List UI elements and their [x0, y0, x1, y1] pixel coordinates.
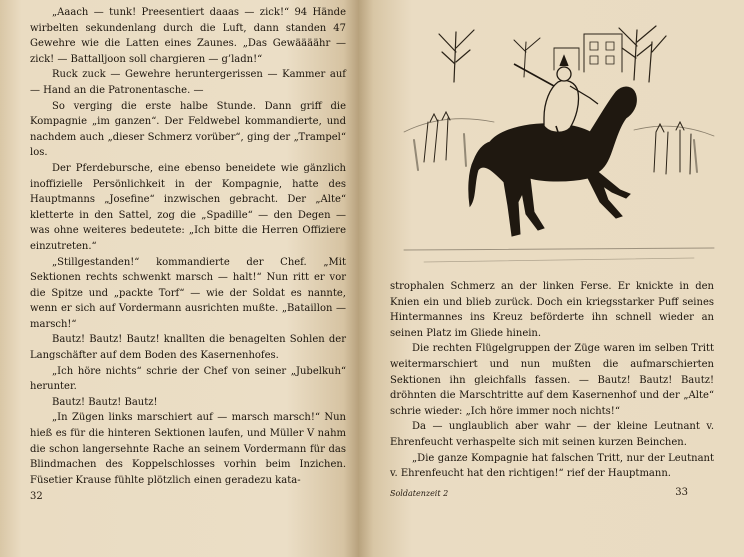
paragraph: Da — unglaublich aber wahr — der kleine Leutnant v. Ehrenfeucht verhaspelte sich mit seinen kurzen Beinchen.	[390, 421, 714, 448]
paragraph: „Aaach — tunk! Preesentiert daaas — zick!“ 94 Hände wirbelten sekundenlang durch die Luft, dann standen 47 Gewehre wie die Latten eines Zaunes. „Das Gewäääähr — zick! — Battalljoon soll chargieren — g’ladn!“	[30, 7, 346, 65]
page-number-left: 32	[30, 491, 43, 502]
paragraph: „Stillgestanden!“ kommandierte der Chef. „Mit Sektionen rechts schwenkt marsch — halt!“ Nun ritt er vor die Spitze und „packte Torf“ — wie der Soldat es nannte, wenn er sich auf Vordermann ausrichten mußte. „Bataillon — marsch!“	[30, 256, 346, 330]
paragraph: Bautz! Bautz! Bautz! knallten die benagelten Sohlen der Langschäfter auf dem Boden des Kasernenhofes.	[30, 334, 346, 362]
paragraph: „Die ganze Kompagnie hat falschen Tritt, nur der Leutnant v. Ehrenfeucht hat den richtigen!“ rief der Hauptmann.	[390, 452, 714, 480]
paragraph: Bautz! Bautz! Bautz!	[52, 396, 158, 408]
left-page	[0, 0, 358, 557]
horse-rider-illustration-icon	[394, 22, 724, 268]
signature-mark: Soldatenzeit 2	[390, 489, 449, 498]
right-page-text	[390, 279, 714, 482]
paragraph: „Ich höre nichts“ schrie der Chef von seiner „Jubelkuh“ herunter.	[30, 365, 346, 393]
right-page	[358, 0, 744, 557]
paragraph: Ruck zuck — Gewehre heruntergerissen — Kammer auf — Hand an die Patronentasche. —	[30, 69, 346, 96]
paragraph: „In Zügen links marschiert auf — marsch marsch!“ Nun hieß es für die hinteren Sektionen laufen, und Müller V nahm die schon langersehnte Rache an seinem Vordermann für das Blindmachen des Koppelschlosses vorhin beim Inzichen. Füsetier Krause fühlte plötzlich einen geradezu kata-	[30, 412, 346, 486]
paragraph: Die rechten Flügelgruppen der Züge waren im selben Tritt weitermarschiert und nun mußten die aufmarschierten Sektionen ihn gleichfalls fassen. — Bautz! Bautz! Bautz! dröhnten die Marschtritte auf dem Kasernenhof und der „Alte“ schrie wieder: „Ich höre immer noch nichts!“	[390, 343, 714, 417]
paragraph: So verging die erste halbe Stunde. Dann griff die Kompagnie „im ganzen“. Der Feldwebel kommandierte, und nachdem auch „dieser Schmerz vorüber“, ging der „Trampel“ los.	[30, 100, 346, 159]
paragraph: Der Pferdebursche, eine ebenso beneidete wie gänzlich inoffizielle Persönlichkeit in der Kompagnie, hatte des Hauptmanns „Josefine“ inzwischen gebracht. Der „Alte“ kletterte in den Sattel, zog die „Spadille“ — den Degen — was ohne weiteres bedeutete: „Ich bitte die Herren Offiziere einzutreten.“	[30, 162, 346, 252]
paragraph: strophalen Schmerz an der linken Ferse. Er knickte in den Knien ein und blieb zurück. Doch ein kriegsstarker Puff seines Hintermannes ins Kreuz beförderte ihn schnell wieder an seinen Platz im Gliede hinein.	[390, 281, 714, 339]
page-number-right: 33	[675, 487, 688, 498]
left-page-text	[30, 5, 346, 488]
